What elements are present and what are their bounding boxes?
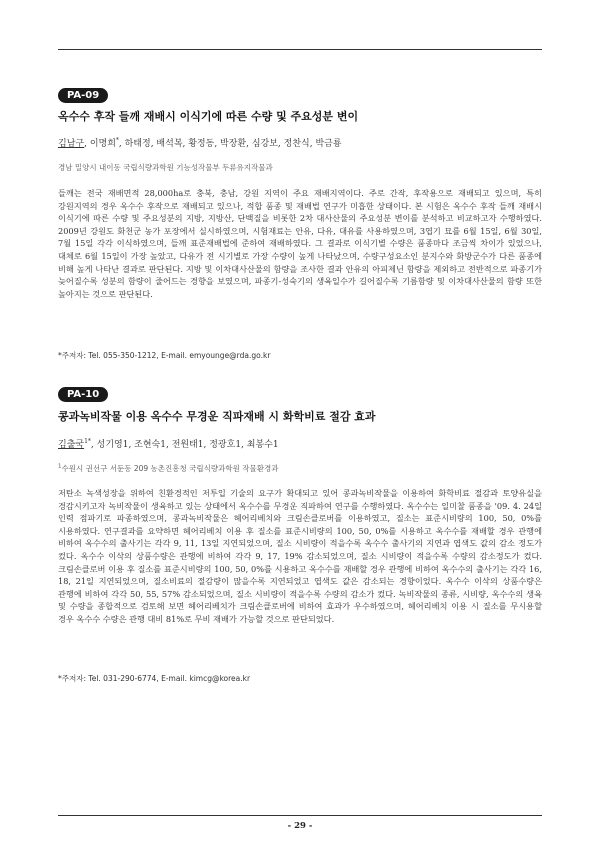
- co-authors-rest: , 하태정, 배석복, 황정동, 박장환, 심강보, 정찬식, 박금룡: [118, 139, 342, 149]
- abstract-code-badge: PA-09: [58, 88, 108, 103]
- corresponding-author-contact: *주저자: Tel. 055-350-1212, E-mail. emyounge@rda.go.kr: [58, 351, 271, 360]
- abstract-title: 옥수수 후작 들깨 재배시 이식기에 따른 수량 및 주요성분 변이: [58, 110, 359, 123]
- author-list: [58, 437, 542, 450]
- first-author: 김남구: [58, 139, 85, 149]
- page-number: - 29 -: [287, 821, 313, 831]
- author-list: [58, 136, 542, 149]
- top-rule: [58, 49, 542, 50]
- corresponding-mark: *: [115, 137, 119, 144]
- abstract-body: 저탄소 녹색성장을 위하여 친환경적인 저투입 기술의 요구가 확대되고 있어 콩과녹비작물을 이용하여 화학비료 절감과 토양유실을 경감시키고자 녹비작물이 생육하고 있는 상태에서 옥수수를 무경운 직파하여 연구를 수행하였다. 옥수수는 일미찰 품종을 '09. 4. 24일 인력 점파기로 파종하였으며, 콩과녹비작물은 헤어리베치와 크림손클로버를 이용하였고, 질소는 표준시비량의 100, 50, 0%를 시용하였다. 연구결과를 요약하면 헤어리베치 이용 후 질소를 표준시비량의 100, 50, 0%를 시용하고 옥수수를 재배할 경우 관행에 비하여 옥수수의 출사기는 각각 9, 11, 13일 지연되었으며, 질소 시비량이 적을수록 옥수수 출사기의 지연과 엽색도 값의 감소 정도가 컸다. 옥수수 이삭의 상품수량은 관행에 비하여 각각 9, 17, 19% 감소되었으며, 질소 시비량이 적을수록 수량의 감소정도가 컸다. 크림손클로버 이용 후 질소를 표준시비량의 100, 50, 0%를 시용하고 옥수수를 재배할 경우 관행에 비하여 옥수수의 출사기는 각각 16, 18, 21일 지연되었으며, 질소비료의 절감량이 많을수록 지연되었고 엽색도 값은 감소되는 경향이었다. 옥수수 이삭의 상품수량은 관행에 비하여 각각 50, 55, 57% 감소되었으며, 질소 시비량이 적을수록 수량의 감소가 컸다. 녹비작물의 종류, 시비량, 옥수수의 생육 및 수량을 종합적으로 검토해 보면 헤어리베치가 크림손클로버에 비하여 효과가 우수하였으며, 헤어리베치 이용 시 질소를 무시용할 경우 옥수수 수량은 관행 대비 81%로 무비 재배가 가능할 것으로 판단되었다.: [58, 488, 542, 624]
- first-author: 김출국: [58, 440, 85, 450]
- abstract-title: 콩과녹비작물 이용 옥수수 무경운 직파재배 시 화학비료 절감 효과: [58, 410, 376, 423]
- bottom-rule: [58, 815, 542, 816]
- co-authors-rest: , 성기영1, 조현숙1, 전원태1, 정광호1, 최봉수1: [90, 440, 279, 450]
- co-authors: , 이명희: [84, 139, 116, 149]
- affiliation: [58, 463, 542, 474]
- author-affiliation-mark: 1*: [84, 438, 91, 445]
- affiliation: [58, 162, 542, 173]
- affiliation-text: 경남 밀양시 내이동 국립식량과학원 기능성작물부 두류유지작물과: [58, 163, 273, 172]
- abstract-code-badge: PA-10: [58, 387, 108, 402]
- affiliation-mark: 1: [58, 463, 62, 470]
- corresponding-author-contact: *주저자: Tel. 031-290-6774, E-mail. kimcg@korea.kr: [58, 674, 251, 683]
- abstract-body: 들깨는 전국 재배면적 28,000ha로 충북, 충남, 강원 지역이 주요 재배지역이다. 주로 간작, 후작용으로 재배되고 있으며, 특히 강원지역의 경우 옥수수 후작으로 재배되고 있으나, 적합 품종 및 재배법 연구가 미흡한 상태이다. 본 시험은 옥수수 후작 들깨 재배시 이식기에 따른 수량 및 주요성분의 지방, 지방산, 단백질을 비롯한 2차 대사산물의 주요성분 변이를 분석하고 비교하고자 수행하였다. 2009년 강원도 화천군 농가 포장에서 실시하였으며, 시험재료는 안유, 다유, 대유를 사용하였으며, 3엽기 묘를 6월 15일, 6월 30일, 7월 15일 각각 이식하였으며, 들깨 표준재배법에 준하여 재배하였다. 그 결과로 이식기별 수량은 품종마다 조금씩 차이가 있었으나, 대체로 6월 15일이 가장 높았고, 다유가 전 시기별로 가장 수량이 높게 나타났으며, 수량구성요소인 분지수와 화방군수가 다른 품종에 비해 높게 나타난 결과로 판단된다. 지방 및 이차대사산물의 함량을 조사한 결과 안유의 아피제닌 함량을 제외하고 전반적으로 파종기가 늦어질수록 성분의 함량이 줄어드는 경향을 보였으며, 파종기-성숙기의 생육일수가 길어질수록 기름함량 및 이차대사산물의 함량 또한 높아지는 것으로 판단된다.: [58, 188, 542, 299]
- affiliation-text: 수원시 권선구 서둔동 209 농촌진흥청 국립식량과학원 작물환경과: [61, 464, 279, 473]
